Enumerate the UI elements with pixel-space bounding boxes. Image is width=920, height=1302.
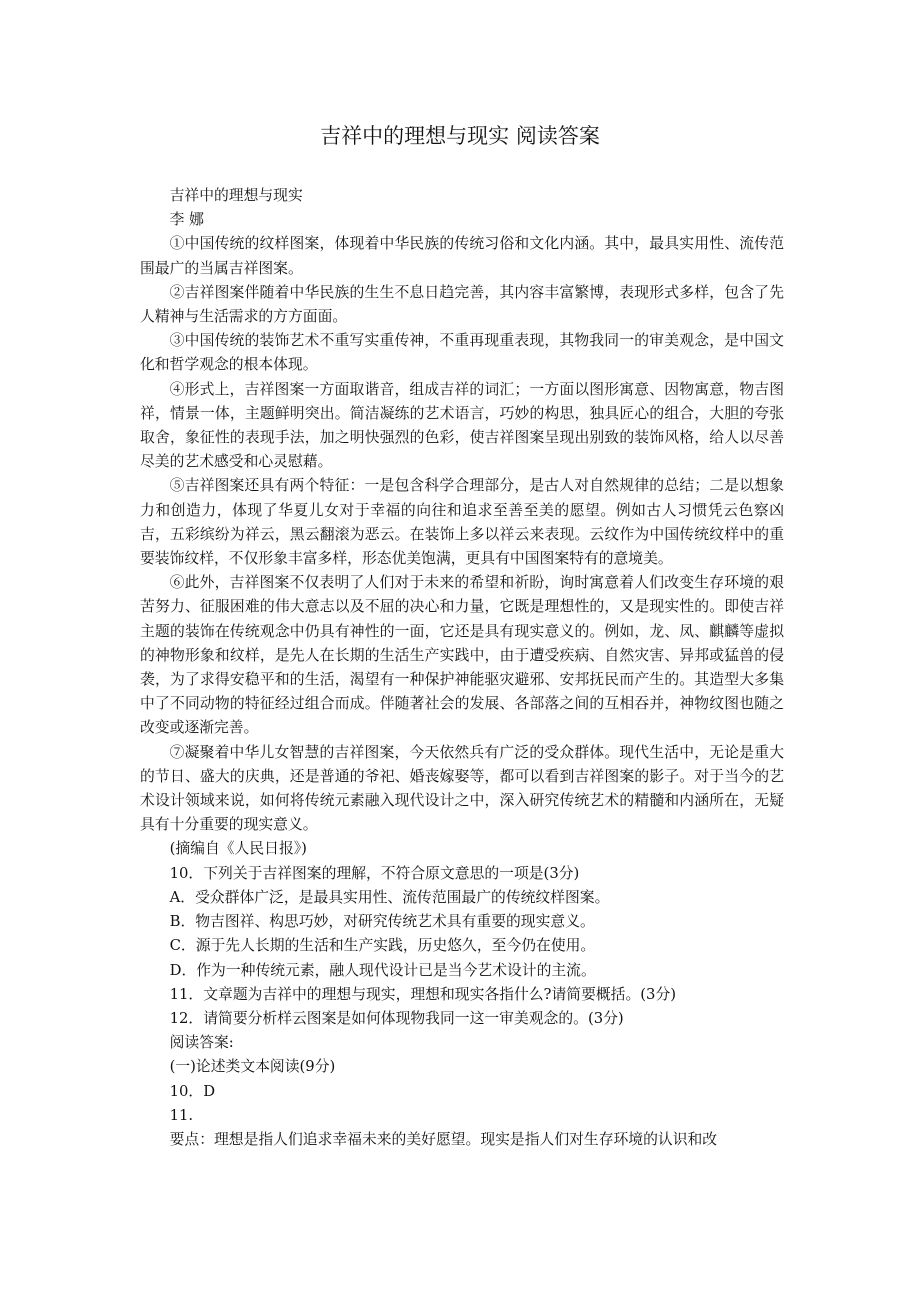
- document-title: 吉祥中的理想与现实 阅读答案: [320, 124, 600, 148]
- article-source: (摘编自《人民日报》): [169, 840, 307, 858]
- answer-11: 11.: [169, 1106, 194, 1124]
- document-body: [140, 184, 784, 1152]
- paragraph-6: ⑥此外，吉祥图案不仅表明了人们对于未来的希望和祈盼，询时寓意着人们改变生存环境的艰苦努力、征服困难的伟大意志以及不屈的决心和力量，它既是理想性的，又是现实性的。即使吉祥主题的装饰在传统观念中仍具有神性的一面，它还是具有现实意义的。例如，龙、凤、麒麟等虚拟的神物形象和纹样，是先人在长期的生活生产实践中，由于遭受疾病、自然灾害、异邦或猛兽的侵袭，为了求得安稳平和的生活，渴望有一种保护神能驱灾避邪、安邦抚民而产生的。其造型大多集中了不同动物的特征经过组合而成。伴随著社会的发展、各部落之间的互相吞并，神物纹图也随之改变或逐渐完善。: [140, 574, 784, 737]
- question-10-option-d: D．作为一种传统元素，融人现代设计已是当今艺术设计的主流。: [169, 961, 596, 979]
- article-title: 吉祥中的理想与现实: [169, 187, 303, 204]
- question-10-option-a: A．受众群体广泛，是最具实用性、流传范围最广的传统纹样图案。: [169, 888, 610, 906]
- article-author: 李 娜: [169, 211, 204, 229]
- answer-10: 10．D: [169, 1082, 216, 1100]
- paragraph-7: ⑦凝聚着中华儿女智慧的吉祥图案，今天依然兵有广泛的受众群体。现代生活中，无论是重大的节日、盛大的庆典，还是普通的爷祀、婚丧嫁娶等，都可以看到吉祥图案的影子。对于当今的艺术设计领域来说，如何将传统元素融入现代设计之中，深入研究传统艺术的精髓和内涵所在，无疑具有十分重要的现实意义。: [140, 743, 784, 834]
- paragraph-2: ②吉祥图案伴随着中华民族的生生不息日趋完善，其内容丰富繁博，表现形式多样，包含了先人精神与生活需求的方方面面。: [140, 283, 784, 326]
- paragraph-5: ⑤吉祥图案还具有两个特征：一是包含科学合理部分，是古人对自然规律的总结；二是以想象力和创造力，体现了华夏儿女对于幸福的向往和追求至善至美的愿望。例如古人习惯凭云色察凶吉，五彩缤纷为祥云，黑云翻滚为恶云。在装饰上多以祥云来表现。云纹作为中国传统纹样中的重要装饰纹样，不仅形象丰富多样，形态优美饱满，更具有中国图案特有的意境美。: [140, 477, 784, 568]
- paragraph-4: ④形式上，吉祥图案一方面取谐音，组成吉祥的词汇；一方面以图形寓意、因物寓意，物吉图祥，情景一体，主题鲜明突出。简洁凝练的艺术语言，巧妙的构思，独具匠心的组合，大胆的夸张取舍，象征性的表现手法，加之明快强烈的色彩，使吉祥图案呈现出别致的装饰风格，给人以尽善尽美的艺术感受和心灵慰藉。: [140, 380, 784, 471]
- paragraph-3: ③中国传统的装饰艺术不重写实重传神，不重再现重表现，其物我同一的审美观念，是中国文化和哲学观念的根本体现。: [140, 332, 784, 374]
- question-12: 12．请简要分析样云图案是如何体现物我同一这一审美观念的。(3分): [169, 1009, 624, 1027]
- question-10-option-b: B．物吉图祥、构思巧妙，对研究传统艺术具有重要的现实意义。: [169, 913, 595, 931]
- question-10: 10．下列关于吉祥图案的理解，不符合原文意思的一项是(3分): [169, 864, 580, 882]
- answers-section: (一)论述类文本阅读(9分): [169, 1058, 336, 1076]
- question-10-option-c: C．源于先人长期的生活和生产实践，历史悠久，至今仍在使用。: [169, 937, 596, 955]
- paragraph-1: ①中国传统的纹样图案，体现着中华民族的传统习俗和文化内涵。其中，最具实用性、流传范围最广的当属吉祥图案。: [140, 235, 784, 277]
- question-11: 11．文章题为吉祥中的理想与现实，理想和现实各指什么?请简要概括。(3分): [169, 985, 677, 1003]
- answers-heading: 阅读答案:: [169, 1034, 234, 1052]
- answer-11-points: 要点：理想是指人们追求幸福未来的美好愿望。现实是指人们对生存环境的认识和改: [169, 1130, 718, 1148]
